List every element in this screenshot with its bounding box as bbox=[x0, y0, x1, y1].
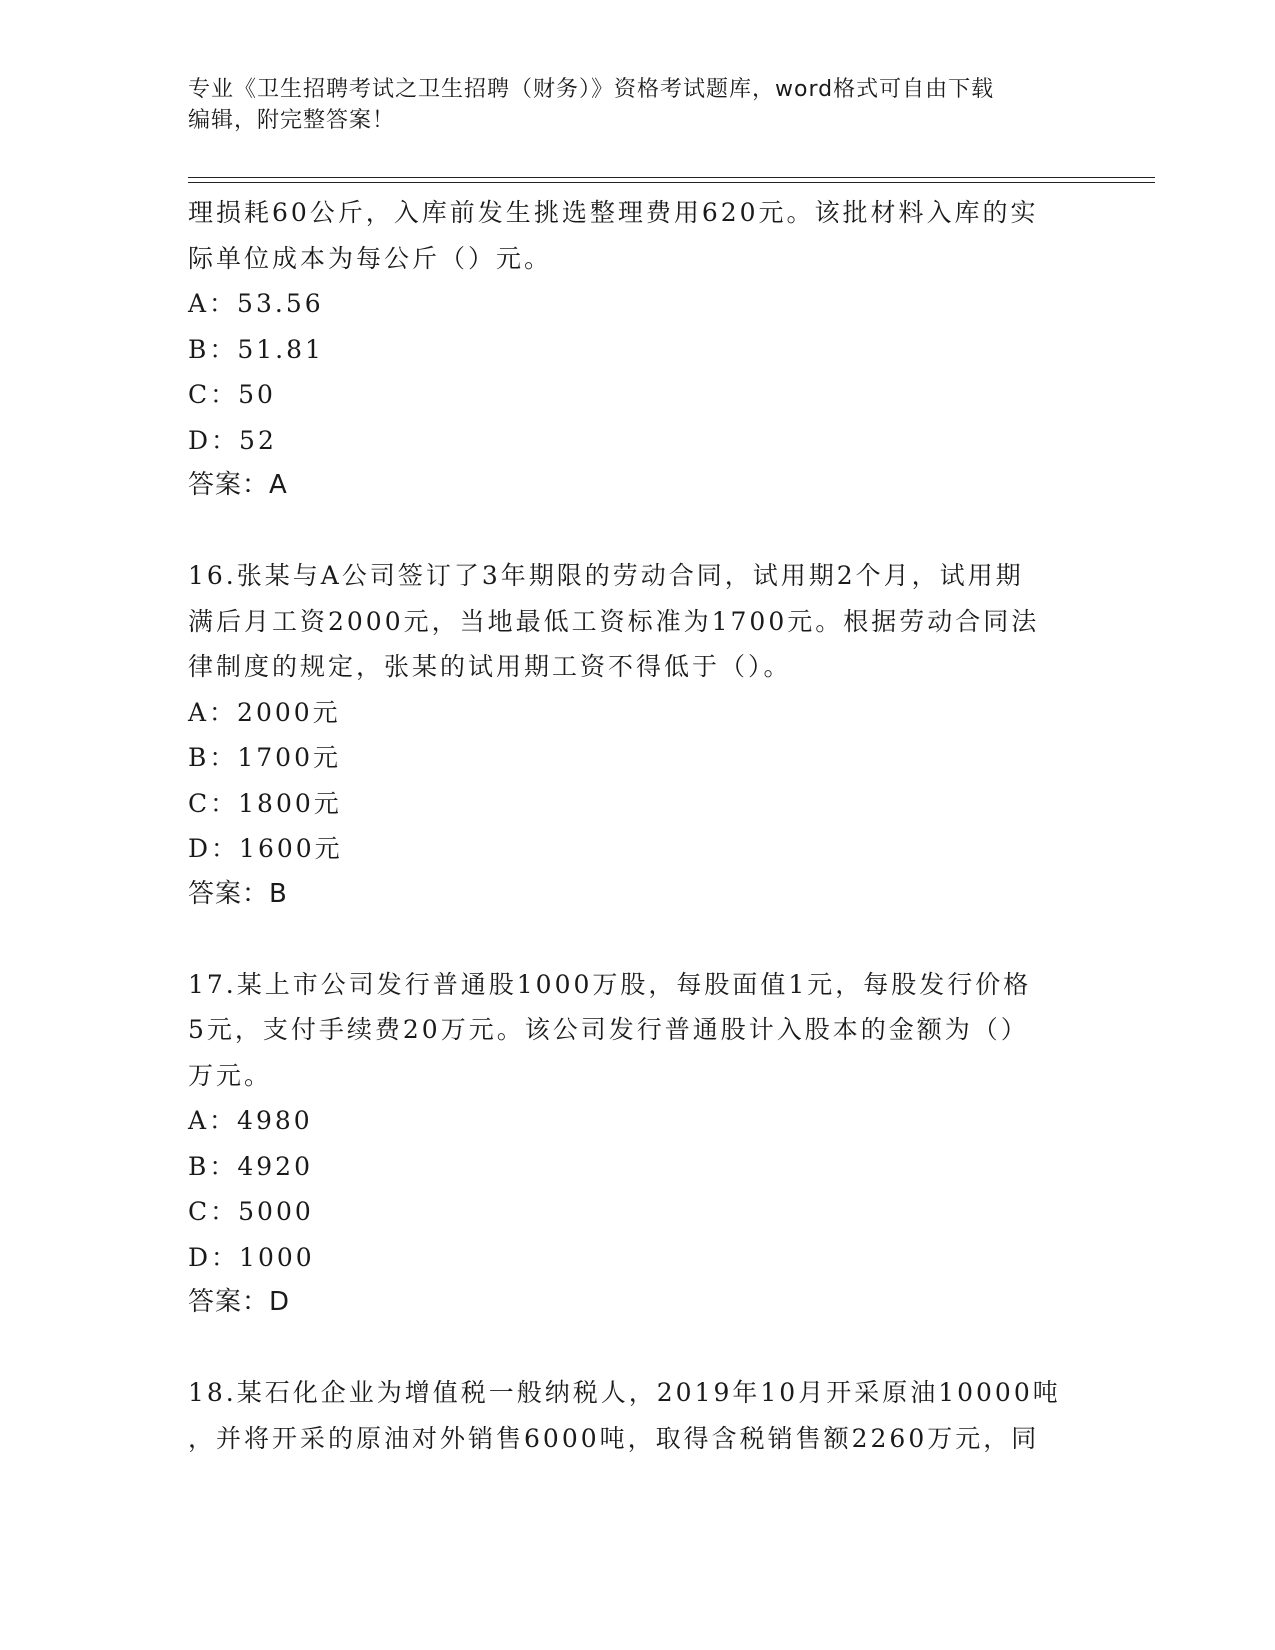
option-c: C：5000 bbox=[188, 1197, 314, 1226]
answer: 答案：A bbox=[188, 470, 288, 500]
document-body bbox=[188, 190, 1088, 1461]
spacer bbox=[188, 917, 1088, 962]
question-text-line: 满后月工资2000元，当地最低工资标准为1700元。根据劳动合同法 bbox=[188, 606, 1040, 636]
question-16 bbox=[188, 553, 1088, 917]
question-text-line: 理损耗60公斤，入库前发生挑选整理费用620元。该批材料入库的实 bbox=[188, 198, 1039, 227]
header-rule-bottom bbox=[188, 182, 1155, 183]
question-text-line: 17.某上市公司发行普通股1000万股，每股面值1元，每股发行价格 bbox=[188, 969, 1032, 999]
question-text-line: 18.某石化企业为增值税一般纳税人，2019年10月开采原油10000吨 bbox=[188, 1378, 1061, 1407]
question-18 bbox=[188, 1370, 1088, 1461]
question-text-line: 5元，支付手续费20万元。该公司发行普通股计入股本的金额为（） bbox=[188, 1015, 1029, 1044]
header-rule-top bbox=[188, 177, 1155, 178]
question-text-line: ，并将开采的原油对外销售6000吨，取得含税销售额2260万元，同 bbox=[188, 1423, 1040, 1453]
document-header bbox=[188, 74, 1088, 136]
header-line-1: 专业《卫生招聘考试之卫生招聘（财务）》资格考试题库，word格式可自由下载 bbox=[188, 77, 995, 102]
spacer bbox=[188, 1325, 1088, 1370]
option-d: D：52 bbox=[188, 425, 277, 455]
option-b: B：51.81 bbox=[188, 334, 324, 364]
option-a: A：2000元 bbox=[188, 697, 341, 727]
option-a: A：53.56 bbox=[188, 289, 324, 318]
spacer bbox=[188, 508, 1088, 553]
option-b: B：1700元 bbox=[188, 743, 341, 772]
question-17 bbox=[188, 962, 1088, 1326]
header-line-2: 编辑，附完整答案！ bbox=[188, 108, 396, 133]
question-text-line: 际单位成本为每公斤（）元。 bbox=[188, 243, 553, 273]
option-c: C：1800元 bbox=[188, 788, 342, 818]
option-d: D：1600元 bbox=[188, 834, 343, 863]
answer: 答案：D bbox=[188, 1287, 291, 1317]
question-15 bbox=[188, 190, 1088, 508]
option-b: B：4920 bbox=[188, 1151, 313, 1181]
question-text-line: 万元。 bbox=[188, 1060, 273, 1090]
answer: 答案：B bbox=[188, 878, 288, 909]
option-c: C：50 bbox=[188, 380, 276, 409]
question-text-line: 16.张某与A公司签订了3年期限的劳动合同，试用期2个月，试用期 bbox=[188, 561, 1024, 590]
option-d: D：1000 bbox=[188, 1242, 315, 1272]
option-a: A：4980 bbox=[188, 1106, 313, 1135]
question-text-line: 律制度的规定，张某的试用期工资不得低于（）。 bbox=[188, 652, 792, 681]
